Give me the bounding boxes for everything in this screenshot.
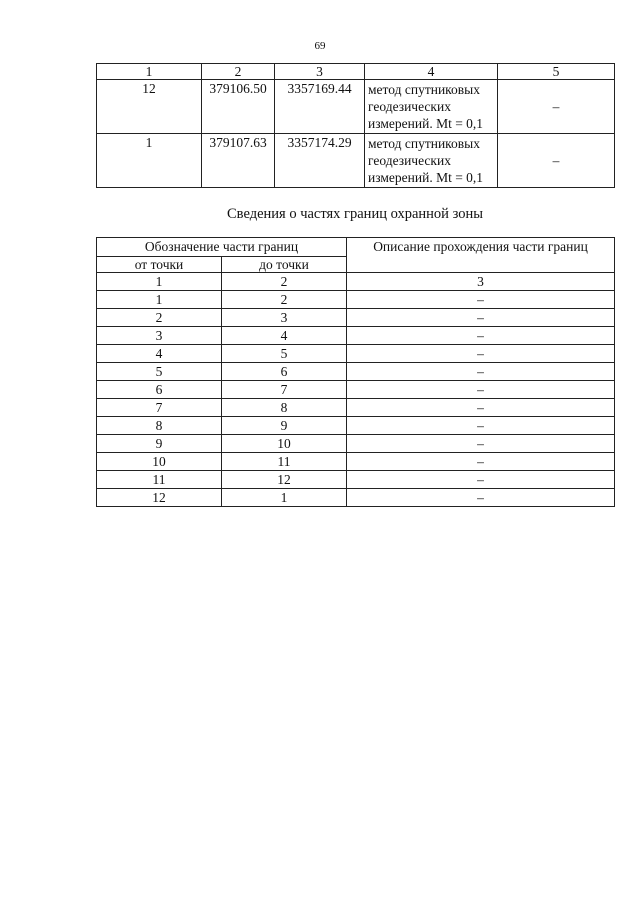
x-coordinate: 379107.63 <box>202 134 275 188</box>
to-point: 3 <box>222 309 347 327</box>
to-point: 4 <box>222 327 347 345</box>
to-point: 8 <box>222 399 347 417</box>
point-id: 1 <box>97 134 202 188</box>
description-cell: – <box>347 471 615 489</box>
table-header-row <box>97 238 615 257</box>
description-cell: – <box>347 417 615 435</box>
to-point: 6 <box>222 363 347 381</box>
table-row <box>97 381 615 399</box>
column-number: 3 <box>347 273 615 291</box>
table-row <box>97 134 615 188</box>
table-row <box>97 327 615 345</box>
to-point: 12 <box>222 471 347 489</box>
method-line: метод спутниковых <box>368 136 480 151</box>
to-point: 9 <box>222 417 347 435</box>
description-cell: – <box>347 489 615 507</box>
column-number: 5 <box>498 64 615 80</box>
table-row <box>97 453 615 471</box>
method-line: геодезических <box>368 99 451 114</box>
note-cell: – <box>498 134 615 188</box>
description-cell: – <box>347 363 615 381</box>
description-cell: – <box>347 435 615 453</box>
table-row <box>97 345 615 363</box>
column-number: 4 <box>365 64 498 80</box>
from-point: 1 <box>97 291 222 309</box>
table-row <box>97 291 615 309</box>
method-line: измерений. Mt = 0,1 <box>368 116 484 131</box>
x-coordinate: 379106.50 <box>202 80 275 134</box>
from-point: 9 <box>97 435 222 453</box>
table-row <box>97 471 615 489</box>
section-title: Сведения о частях границ охранной зоны <box>227 206 483 222</box>
to-point: 1 <box>222 489 347 507</box>
method-line: метод спутниковых <box>368 82 480 97</box>
to-point: 7 <box>222 381 347 399</box>
table-row <box>97 363 615 381</box>
to-point: 11 <box>222 453 347 471</box>
page-number: 69 <box>314 40 326 52</box>
column-number: 2 <box>202 64 275 80</box>
note-cell: – <box>498 80 615 134</box>
from-point: 3 <box>97 327 222 345</box>
table-row <box>97 435 615 453</box>
header-boundary-designation: Обозначение части границ <box>97 238 347 257</box>
to-point: 10 <box>222 435 347 453</box>
point-id: 12 <box>97 80 202 134</box>
description-cell: – <box>347 309 615 327</box>
description-cell: – <box>347 291 615 309</box>
method-cell <box>365 134 498 188</box>
method-cell <box>365 80 498 134</box>
column-number: 2 <box>222 273 347 291</box>
table-row <box>97 417 615 435</box>
header-to-point: до точки <box>222 257 347 273</box>
table-row <box>97 80 615 134</box>
boundary-parts-table <box>96 237 615 507</box>
column-number: 1 <box>97 273 222 291</box>
from-point: 8 <box>97 417 222 435</box>
y-coordinate: 3357169.44 <box>275 80 365 134</box>
method-line: геодезических <box>368 153 451 168</box>
from-point: 2 <box>97 309 222 327</box>
header-from-point: от точки <box>97 257 222 273</box>
table-row <box>97 399 615 417</box>
description-cell: – <box>347 399 615 417</box>
y-coordinate: 3357174.29 <box>275 134 365 188</box>
from-point: 12 <box>97 489 222 507</box>
header-description: Описание прохождения части границ <box>347 238 615 273</box>
column-number: 3 <box>275 64 365 80</box>
from-point: 6 <box>97 381 222 399</box>
table-header-row <box>97 64 615 80</box>
coordinates-table <box>96 63 615 188</box>
description-cell: – <box>347 345 615 363</box>
description-cell: – <box>347 327 615 345</box>
from-point: 4 <box>97 345 222 363</box>
table-row <box>97 309 615 327</box>
column-numbering-row <box>97 273 615 291</box>
column-number: 1 <box>97 64 202 80</box>
method-line: измерений. Mt = 0,1 <box>368 170 484 185</box>
from-point: 7 <box>97 399 222 417</box>
to-point: 5 <box>222 345 347 363</box>
table-row <box>97 489 615 507</box>
to-point: 2 <box>222 291 347 309</box>
from-point: 10 <box>97 453 222 471</box>
from-point: 5 <box>97 363 222 381</box>
description-cell: – <box>347 381 615 399</box>
from-point: 11 <box>97 471 222 489</box>
description-cell: – <box>347 453 615 471</box>
